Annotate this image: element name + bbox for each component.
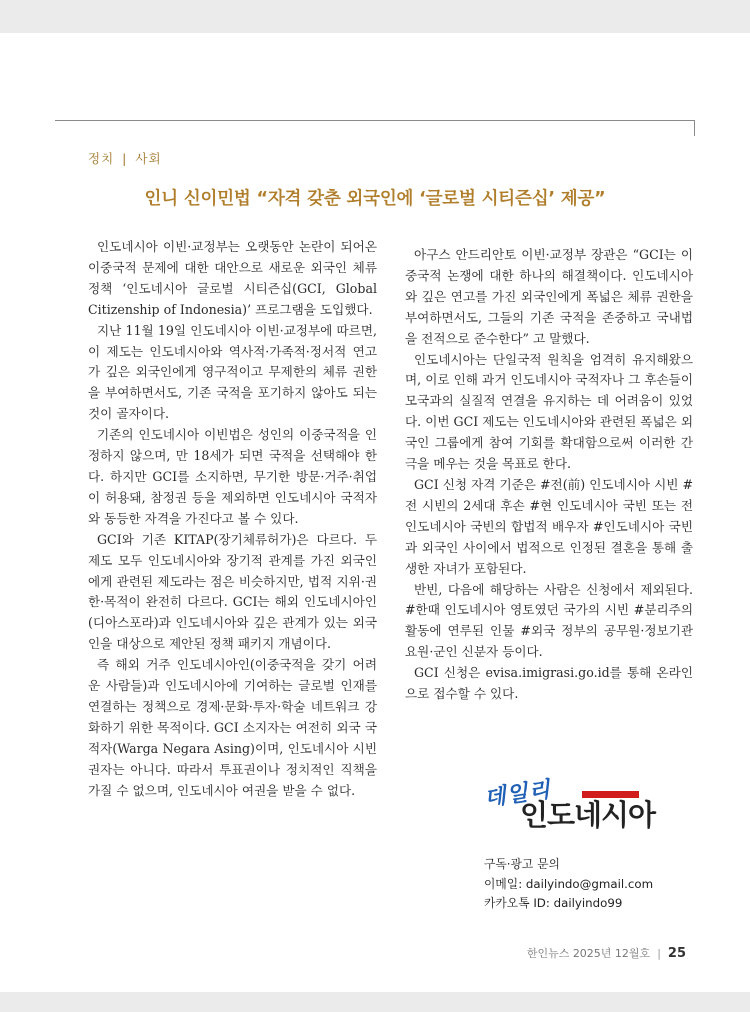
top-margin-band bbox=[0, 0, 750, 33]
paragraph: 반빈, 다음에 해당하는 사람은 신청에서 제외된다. #한때 인도네시아 영토였던 국가의 시빈 #분리주의 활동에 연루된 인물 #외국 정부의 공무원·정보기관 요원·군인 신분자 등이다. bbox=[405, 581, 693, 660]
article-headline: 인니 신이민법 “자격 갖춘 외국인에 ‘글로벌 시티즌십’ 제공” bbox=[144, 189, 606, 209]
paragraph: 기존의 인도네시아 이빈법은 성인의 이중국적을 인정하지 않으며, 만 18세가 되면 국적을 선택해야 한다. 하지만 GCI를 소지하면, 무기한 방문·거주·취업이 허용돼, 참정권 등을 제외하면 인도네시아 국적자와 동등한 자격을 가진다고 볼 수 있다. bbox=[88, 427, 377, 526]
section-subcategory: 사회 bbox=[135, 151, 162, 166]
paragraph: 인도네시아 이빈·교정부는 오랫동안 논란이 되어온 이중국적 문제에 대한 대안으로 새로운 외국인 체류 정책 ‘인도네시아 글로벌 시티즌십(GCI, Global Citizenship of Indonesia)’ 프로그램을 도입했다. bbox=[88, 239, 377, 317]
contact-email: 이메일: dailyindo@gmail.com bbox=[484, 876, 654, 891]
page-footer bbox=[527, 945, 686, 961]
paragraph: GCI 신청 자격 기준은 #전(前) 인도네시아 시빈 #전 시빈의 2세대 후손 #현 인도네시아 국빈 또는 전 인도네시아 국빈의 합법적 배우자 #인도네시아 국빈과 외국인 사이에서 법적으로 인정된 결혼을 통해 출생한 자녀가 포함된다. bbox=[405, 476, 693, 576]
paragraph: GCI 신청은 evisa.imigrasi.go.id를 통해 온라인으로 접수할 수 있다. bbox=[405, 665, 693, 702]
paragraph: 즉 해외 거주 인도네시아인(이중국적을 갖기 어려운 사람들)과 인도네시아에 기여하는 글로벌 인재를 연결하는 정책으로 경제·문화·투자·학술 네트워크 강화하기 위한 목적이다. GCI 소지자는 여전히 외국 국적자(Warga Negara Asing)이며, 인도네시아 시빈권자는 아니다. 따라서 투표권이나 정치적인 직책을 가질 수 없으며, 인도네시아 여권을 받을 수 없다. bbox=[88, 657, 377, 798]
paragraph: 아구스 안드리안토 이빈·교정부 장관은 “GCI는 이중국적 논쟁에 대한 하나의 해결책이다. 인도네시아와 깊은 연고를 가진 외국인에게 폭넓은 체류 권한을 부여하면서도, 그들의 기존 국적을 존중하고 국내법을 전적으로 준수한다” 고 말했다. bbox=[405, 247, 693, 346]
page-number: 25 bbox=[667, 946, 686, 961]
footer-publication: 한인뉴스 2025년 12월호 bbox=[526, 947, 651, 960]
contact-info bbox=[484, 855, 653, 914]
paragraph: 지난 11월 19일 인도네시아 이빈·교정부에 따르면, 이 제도는 인도네시아와 역사적·가족적·정서적 연고가 깊은 외국인에게 영구적이고 무제한의 체류 권한을 부여하면서도, 기존 국적을 포기하지 않아도 되는 것이 골자이다. bbox=[88, 322, 377, 422]
section-category: 정치 bbox=[88, 151, 115, 166]
logo-main-text: 인도네시아 bbox=[520, 798, 656, 832]
article-right-column bbox=[405, 245, 693, 705]
logo-top-text: 데일리 bbox=[482, 777, 553, 812]
header-rule bbox=[55, 120, 695, 121]
daily-indonesia-logo bbox=[482, 777, 656, 847]
article-left-column bbox=[88, 237, 377, 801]
footer-separator: | bbox=[657, 947, 661, 960]
section-separator: | bbox=[122, 151, 128, 166]
contact-kakao: 카카오톡 ID: dailyindo99 bbox=[484, 896, 623, 910]
paragraph: 인도네시아는 단일국적 원칙을 엄격히 유지해왔으며, 이로 인해 과거 인도네시아 국적자나 그 후손들이 모국과의 실질적 연결을 유지하는 데 어려움이 있었다. 이번 GCI 제도는 인도네시아와 관련된 폭넓은 외국인 그룹에게 참여 기회를 확대함으로써 이러한 간극을 메우는 것을 목표로 한다. bbox=[405, 351, 693, 472]
bottom-margin-band bbox=[0, 992, 750, 1012]
paragraph: GCI와 기존 KITAP(장기체류허가)은 다르다. 두 제도 모두 인도네시아와 장기적 관계를 가진 외국인에게 관련된 제도라는 점은 비슷하지만, 법적 지위·권한·목적이 완전히 다르다. GCI는 해외 인도네시아인(디아스포라)과 인도네시아와 깊은 관계가 있는 외국인을 대상으로 제안된 정책 패키지 개념이다. bbox=[88, 531, 377, 652]
header-rule-tick bbox=[694, 120, 695, 136]
contact-heading: 구독·광고 문의 bbox=[484, 857, 560, 871]
section-label bbox=[88, 149, 162, 167]
